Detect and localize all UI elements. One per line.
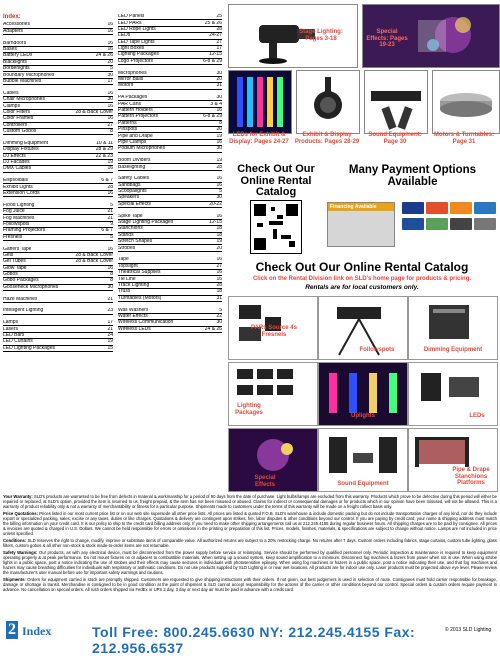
index-entry-page: 12-15 [209, 52, 222, 58]
index-entry-page: 18 [216, 232, 222, 238]
led-display-image [229, 71, 291, 133]
index-entry-page: 16 [216, 176, 222, 182]
page-footer [0, 615, 500, 656]
index-entry-page: 19 [216, 133, 222, 139]
index-entry-label: Special Effects [118, 201, 151, 207]
index-entry-page: 8 [219, 120, 222, 126]
index-entry-page: 10 & 11 [96, 140, 113, 146]
index-entry-page: 20 [216, 127, 222, 133]
index-entry-page: 30 [107, 72, 113, 78]
index-entry-page: 20 [107, 59, 113, 65]
index-entry-label: Lasers [3, 326, 19, 332]
index-entry-label: Adapters [3, 28, 24, 34]
index-entry-label: Bubble Machines [3, 78, 42, 84]
price-heading: Price Quotations: [3, 510, 38, 516]
index-entry-label: LED Tape Lights [118, 39, 155, 45]
index-entry-page: 16 [107, 103, 113, 109]
index-entry-page: 30 [107, 284, 113, 290]
index-entry-page: 16 [216, 276, 222, 282]
leds-label: LEDs [469, 413, 485, 419]
index-entry-label: Battery LEDs [3, 53, 33, 59]
index-entry[interactable] [118, 327, 222, 333]
mastercard-icon [426, 202, 448, 214]
phone-numbers[interactable]: Toll Free: 800.245.6630 NY: 212.245.4155 Fax: 212.956.6537 [92, 624, 416, 656]
special-effects-cell[interactable] [228, 428, 318, 492]
index-entry-page: 19 [216, 158, 222, 164]
index-entry-label: Lighting Packages [118, 52, 159, 58]
index-entry-page: 6-8 & 29 [203, 58, 222, 64]
followspots-cell[interactable] [318, 296, 408, 360]
index-entry-page: 17 [216, 46, 222, 52]
index-entry-label: Accessories [3, 22, 30, 28]
index-entry-label: Theatrical Supplies [118, 270, 161, 276]
index-entry-label: LED Curtains [3, 339, 33, 345]
pars-cell[interactable] [228, 296, 318, 360]
index-entry-page: 18 [216, 289, 222, 295]
index-entry-label: Fresnels [3, 234, 23, 240]
index-entry-label: Display Fixtures [3, 147, 39, 153]
index-entry-label: Scoopalights [118, 189, 147, 195]
index-entry-page: 16 [216, 270, 222, 276]
index-entry-label: Haze Machines [3, 296, 38, 302]
index-entry[interactable] [3, 346, 113, 352]
index-entry-page: 25 & 26 [204, 20, 222, 26]
index-entry-page: 28 & Back Cover [75, 109, 113, 115]
index-header: Index: [3, 14, 21, 20]
safety-paragraph [3, 550, 497, 576]
index-entry-page: 20 [216, 245, 222, 251]
index-entry-label: Wall Washers [118, 307, 149, 313]
index-entry-page: 15 [107, 345, 113, 351]
pipe-drape-cell[interactable] [408, 428, 498, 492]
index-entry-page: 17 [107, 320, 113, 326]
shipments-heading: Shipments: [3, 576, 26, 582]
index-entry-label: Gobo Packages [3, 278, 39, 284]
index-entry-label: Controllers [3, 122, 28, 128]
index-entry-label: Boom Dividers [118, 158, 151, 164]
index-entry-page: 28 & 29 [95, 147, 113, 153]
index-entry-label: Glow Tape [3, 265, 27, 271]
exhibit-display-tile[interactable] [296, 70, 360, 134]
index-entry-label: Pattern Holders [118, 108, 153, 113]
index-entry-label: Stage Lighting Packages [118, 220, 174, 226]
uplights-cell[interactable] [318, 362, 408, 426]
index-entry-label: Gooseneck Microphones [3, 284, 59, 290]
shipments-paragraph [3, 577, 497, 592]
sound-equipment-label: Sound Equipment [337, 481, 389, 487]
index-entry-page: 28 [107, 184, 113, 190]
index-entry-page: 16 [107, 265, 113, 271]
index-entry-page: 28 [216, 282, 222, 288]
index-entry-page: 19 [107, 339, 113, 345]
index-entry-label: Stanchions [118, 226, 143, 232]
warranty-paragraph [3, 494, 497, 509]
index-entry-page: 8 [110, 278, 113, 284]
index-entry-page: 16 [107, 116, 113, 122]
financing-box[interactable] [327, 202, 395, 247]
index-entry-label: Tape [118, 257, 129, 263]
lighting-packages-label: Lighting Packages [235, 403, 263, 416]
index-entry-label: LED Bars [3, 332, 25, 338]
index-entry-label: Blacklights [3, 59, 27, 65]
rental-catalog-title: Check Out Our Online Rental Catalog [255, 260, 469, 274]
dimming-label: Dimming Equipment [423, 347, 483, 353]
index-entry-page: 21 [107, 326, 113, 332]
index-entry-label: Gobos [3, 272, 18, 278]
index-entry-label: Microphones [118, 70, 147, 76]
special-effects-tile[interactable] [362, 4, 500, 68]
index-entry-label: Motors [118, 83, 134, 89]
index-entry-label: Color Frames [3, 116, 34, 122]
index-entry-label: Stretch Shapes [118, 239, 153, 245]
index-column-1 [3, 14, 113, 352]
index-entry-page: 21 [107, 209, 113, 215]
index-entry-label: Clamps [3, 103, 20, 109]
index-entry-label: Fog Juice [3, 209, 25, 215]
index-entry-label: PAR Cans [118, 101, 141, 107]
index-entry-label: Fog Machines [3, 215, 35, 221]
index-entry-label: Custom Gobos [3, 129, 37, 135]
motors-turntables-caption: Motors & Turntables: Page 31 [434, 132, 494, 145]
index-entry-label: DMX Cables [3, 166, 32, 172]
uplights-label: Uplights [351, 413, 375, 419]
index-entry-page: 5 [219, 307, 222, 313]
pipe-drape-label: Pipe & Drape Stanchions Platforms [452, 467, 490, 487]
pars-label: PARs Source 4s Fresnels [251, 325, 297, 338]
index-entry-page: 6 & 7 [101, 178, 113, 184]
index-entry-page: 19 [216, 239, 222, 245]
index-entry-page: 18 [216, 226, 222, 232]
index-entry-label: Borderlights [3, 66, 30, 72]
stage-lighting-label: Stage Lighting: Pages 3-18 [299, 29, 343, 42]
index-entry-label: Exhibit Lights [3, 184, 33, 190]
special-effects-label: Special Effects: Pages 19-23 [366, 29, 408, 49]
index-entry-label: Bases [3, 47, 17, 52]
index-entry-page: 6 & 7 [101, 228, 113, 234]
index-entry-label: Strobes [118, 245, 136, 251]
index-entry-page: 31 [216, 295, 222, 301]
index-entry-page: 20-22 [209, 201, 222, 207]
index-entry-page: 17 [107, 78, 113, 84]
index-entry-page: 25 [216, 14, 222, 20]
rental-catalog-subtitle: Click on the Rental Division link on SLD's home page for products & pricing. [252, 276, 472, 282]
terms-section [3, 494, 497, 594]
index-entry-page: 16 [107, 90, 113, 96]
index-entry-label: Extension Cords [3, 190, 40, 196]
dimming-cell[interactable] [408, 296, 498, 360]
index-entry-page: 30 [216, 70, 222, 76]
index-entry-label: Boundary Microphones [3, 72, 55, 78]
index-entry-label: Light Boxes [118, 46, 145, 52]
index-entry-page: 8 [110, 129, 113, 135]
index-entry-page: 30 [216, 320, 222, 326]
index-entry-page: 16 [216, 213, 222, 219]
visa-card-icon [402, 202, 424, 214]
index-entry-label: LEDs [118, 33, 131, 39]
safety-heading: Safety Warnings: [3, 549, 38, 555]
index-entry-label: Intelligent Lighting [3, 308, 44, 314]
index-entry-label: Mirror Balls [118, 77, 144, 83]
index-entry-page: 20 [216, 77, 222, 83]
index-entry-page: 16 [216, 108, 222, 113]
index-entry-label: LED PARs [118, 20, 142, 26]
sound-equipment-tile[interactable] [364, 70, 428, 134]
special-effects-grid-label: Special Effects [254, 475, 276, 488]
category-tiles [226, 4, 498, 156]
index-entry-page: 30 [107, 97, 113, 103]
index-entry-label: Lamps [3, 320, 19, 326]
index-entry-page: 27 [107, 122, 113, 128]
index-entry-label: DJ Effects [3, 153, 26, 159]
leds-display-tile[interactable] [228, 70, 292, 134]
index-entry-page: 16 [216, 182, 222, 188]
index-entry-label: Cables [3, 90, 19, 96]
copyright: © 2013 SLD Lighting [445, 627, 492, 633]
index-entry-label: Gaffers Tape [3, 246, 32, 252]
index-entry-label: Water Effects [118, 313, 148, 319]
index-entry-page: 16 [107, 166, 113, 172]
turntable-image [433, 71, 499, 133]
index-entry-page: 22 [216, 313, 222, 319]
leds-cell[interactable] [408, 362, 498, 426]
index-entry-label: Turntables (Motors) [118, 295, 162, 301]
index-entry-label: Topslight [118, 263, 138, 269]
index-entry-label: Pipe Clamps [118, 139, 147, 145]
payment-options-promo: Many Payment Options Available [348, 164, 477, 189]
index-entry-page: 28 [216, 164, 222, 170]
warranty-text: SLD's products are warranted to be free from defects in material & workmanship for a period of 90 days from the date of purchase. Light bulbs/lamps are excluded from this warranty. Products which prove to be defective during this period will either be repaired or replaced, at SLD's option, provided the item is returned to us, freight prepaid, & the item has not been misused or abused. Claims for indirect or consequential damages or for products which in our opinion have been misused, will not be allowed. This is a warranty of product reliability only & not a warranty of merchantability or fitness for a particular purpose. Shipments made to customers under the terms of this warranty will be made on a freight collect basis only. [3, 494, 498, 510]
index-entry-page: 21 [107, 215, 113, 221]
index-entry-page: 21 [107, 296, 113, 302]
index-entry-label: Chair Microphones [3, 97, 45, 103]
index-entry-label: Baselighting [118, 164, 146, 170]
index-entry-label: Safety Cables [118, 176, 150, 182]
index-entry-label: Dimming Equipment [3, 140, 49, 146]
index-entry-page: 16 [107, 47, 113, 52]
index-entry-label: Framing Projectors [3, 228, 46, 234]
rental-grid [226, 296, 498, 492]
index-entry-label: Spike Tape [118, 213, 143, 219]
index-entry-label: Truss [118, 289, 131, 295]
index-entry-page: 16 [107, 40, 113, 46]
index-entry-page: 28 [216, 26, 222, 32]
exhibit-light-image [297, 71, 359, 133]
index-entry-page: 24 & 26 [204, 326, 222, 332]
index-entry-page: 31 [216, 83, 222, 89]
index-entry-label: LED Rope Lights [118, 26, 156, 32]
price-paragraph [3, 511, 497, 537]
index-entry-label: Gel Tubes [3, 259, 26, 265]
paypal-icon [402, 218, 424, 230]
microphone-image [365, 71, 427, 133]
index-entry-label: LED Lighting Packages [3, 345, 55, 351]
stage-lighting-tile[interactable] [228, 4, 358, 68]
index-entry-label: Pipe and Drape [118, 133, 153, 139]
conditions-heading: Conditions: [3, 538, 27, 543]
net-terms-icon [450, 218, 472, 230]
index-entry-page: 16 [107, 22, 113, 28]
index-entry-page: 16 [107, 190, 113, 196]
index-entry-label: Podium Microphones [118, 146, 165, 152]
rental-local-note: Rentals are for local customers only. [305, 284, 419, 291]
lighting-packages-cell[interactable] [228, 362, 318, 426]
followspots-label: Followspots [359, 347, 395, 353]
qr-code[interactable] [250, 200, 302, 254]
warranty-heading: Your Warranty: [3, 494, 33, 499]
index-entry-page: 8 [110, 272, 113, 278]
motors-turntables-tile[interactable] [432, 70, 500, 134]
index-entry-label: Pinspots [118, 127, 138, 133]
index-entry-page: 5 [219, 189, 222, 195]
index-entry-label: Speakers [118, 195, 140, 201]
index-entry-label: Logo Projectors [118, 58, 154, 64]
index-column-2 [118, 14, 222, 333]
index-entry-label: Color Filters [3, 109, 30, 115]
page-number: 2 [8, 621, 16, 638]
index-entry-page: 19 [107, 160, 113, 166]
index-entry-label: DJ Facades [3, 160, 30, 166]
index-entry-label: Stands [118, 232, 134, 238]
discover-card-icon [450, 202, 472, 214]
price-text: Prices listed in our most current price list or on our web site supersede all other price lists. All prices are listed & quoted F.O.B. SLD's warehouse & include domestic packing but do not include transportation charges of any kind, nor do they include export or specialized packing, sales, excise or any taxes, duties or like charges. Quotations & delivery are contingent upon strikes, fire, labor disputes & other conditions beyond our control. If you are paying by credit card, your name & shipping address must match the billing information on your credit card. It is our policy to ship to the credit card billing address only. If you need to make other shipping arrangements call us at 212.245.4155 during regular business hours. All shipping charges are to be paid by consignee. All prices & invoices are quoted & charged in U.S. Dollars. We cannot be held responsible for errors or omissions in the printing or preparation of this list. Prices, models, finishes, materials, & specifications are subject to change without notice. Lamps are not included in price unless specified. [3, 510, 497, 537]
index-entry-label: Sandbags [118, 182, 141, 188]
index-entry-page: 27 [216, 263, 222, 269]
index-entry-page: 12-15 [209, 220, 222, 226]
index-entry-page: 16 [216, 139, 222, 145]
index-entry-label: Flood Lighting [3, 202, 35, 208]
check-icon [426, 218, 448, 230]
index-entry-page: 5 [110, 66, 113, 72]
amex-card-icon [474, 202, 496, 214]
index-entry-page: 16 [216, 257, 222, 263]
index-entry-label: Tie Line [118, 276, 136, 282]
index-entry-page: 22 & 23 [95, 153, 113, 159]
index-entry-page: 28 & Back Cover [75, 252, 113, 258]
exhibit-display-caption: Exhibit & Display Products: Pages 28-29 [294, 132, 360, 145]
shipments-text: Orders for equipment carried in stock are promptly shipped. Customers are requested to give shipping instructions with their orders. If not given, our best judgement is used in selection of route. Consignees must hold carrier responsible for breakage, damage or shortage in transit. Merchandise is consigned to be in good condition at the point of shipment & SLD cannot accept responsibility for the actions of the carrier or other conditions beyond our control. Special orders & custom orders require payment in advance. No cancellation on special orders. All rush orders shipped via FedEx or UPS 2 day, 3 day or next day air must be paid in advance with a credit card. [3, 576, 497, 593]
leds-display-caption: LEDs for Exhibit & Display: Pages 24-27 [229, 132, 289, 145]
index-entry-page: 5 [110, 202, 113, 208]
index-entry-page: 16 [107, 28, 113, 34]
wire-icon [474, 218, 496, 230]
index-entry-label: Track Lighting [118, 282, 150, 288]
index-entry-label: Barndoors [3, 40, 27, 46]
index-entry-label: LED Panels [118, 14, 145, 20]
payment-cards [400, 200, 496, 246]
index-entry-label: Wireless Communication [118, 320, 174, 326]
index-entry-page: 23 [107, 308, 113, 314]
index-entry-page: 27 [216, 39, 222, 45]
index-entry-page: 9 [110, 221, 113, 227]
index-entry-page: 5 [110, 234, 113, 240]
index-entry-page: 30 [216, 146, 222, 152]
index-entry-page: 24 & 26 [95, 53, 113, 59]
index-entry-page: 3 & 4 [210, 101, 222, 107]
index-entry-page: 28 & Back Cover [75, 259, 113, 265]
sound-equipment-cell[interactable] [318, 428, 408, 492]
safety-text: Our products, as with any electrical device, must be disconnected from the power supply before service or relamping. Service should be performed by qualified personnel only. Periodic inspection & maintenance is required to keep equipment operating properly & at peak performance. Do not mount fixtures on or adjacent to combustible materials. When setting up a sound system, keep sound amplification to a minimum. Disconnect fog machines & fazers from power when not in use. When using strobe lights in a public space, post a notice indicating the use of strobes and their effects may cause seizures in individuals with photosensitive epilepsy. When using fog machines or hazers in a public space, post a notice indicating their use, and that fog machines and hazers may cause breathing difficulties for individuals with respiratory or asthmatic conditions. Do not use products supplied by SLD Lighting in or near wet locations. All products are for indoor use only. Laser products must be projected above eye level. Please review the manufacturer's user manual before use for important safety warnings and cautions. [3, 549, 497, 576]
index-entry-page: 16 [107, 246, 113, 252]
index-entry-label: Followspots [3, 221, 30, 227]
index-entry-label: Patterns [118, 120, 137, 126]
sound-equipment-caption: Sound Equipment: Page 30 [368, 132, 422, 145]
financing-title: Financing Available [328, 203, 394, 211]
index-entry-page: 24 [107, 332, 113, 338]
index-entry-page: 30 [216, 195, 222, 201]
online-catalog-promo[interactable]: Check Out Our Online Rental Catalog [237, 163, 315, 199]
index-entry-label: PA Packages [118, 95, 148, 101]
index-entry-page: 6-8 & 29 [203, 114, 222, 120]
conditions-paragraph [3, 538, 497, 548]
index-entry-page: 30 [216, 95, 222, 101]
index-entry-page: 24-27 [209, 33, 222, 39]
index-entry-label: Gels [3, 252, 14, 258]
conditions-text: SLD reserves the right to change, modify, improve or substitute items of comparable value. All authorized returns are subject to a 20% restocking charge. No returns after 7 days. Custom orders including fabrics, stage curtains, custom tube lighting, glass filters, custom gobos & all other non-stock & stock made-to-order items are not returnable. [3, 538, 497, 549]
index-entry-label: Pattern Projectors [118, 114, 159, 120]
index-entry-label: Ellipsoidals [3, 178, 29, 184]
index-entry-label: Wireless LEDs [118, 326, 151, 332]
page-label: Index [22, 624, 52, 638]
